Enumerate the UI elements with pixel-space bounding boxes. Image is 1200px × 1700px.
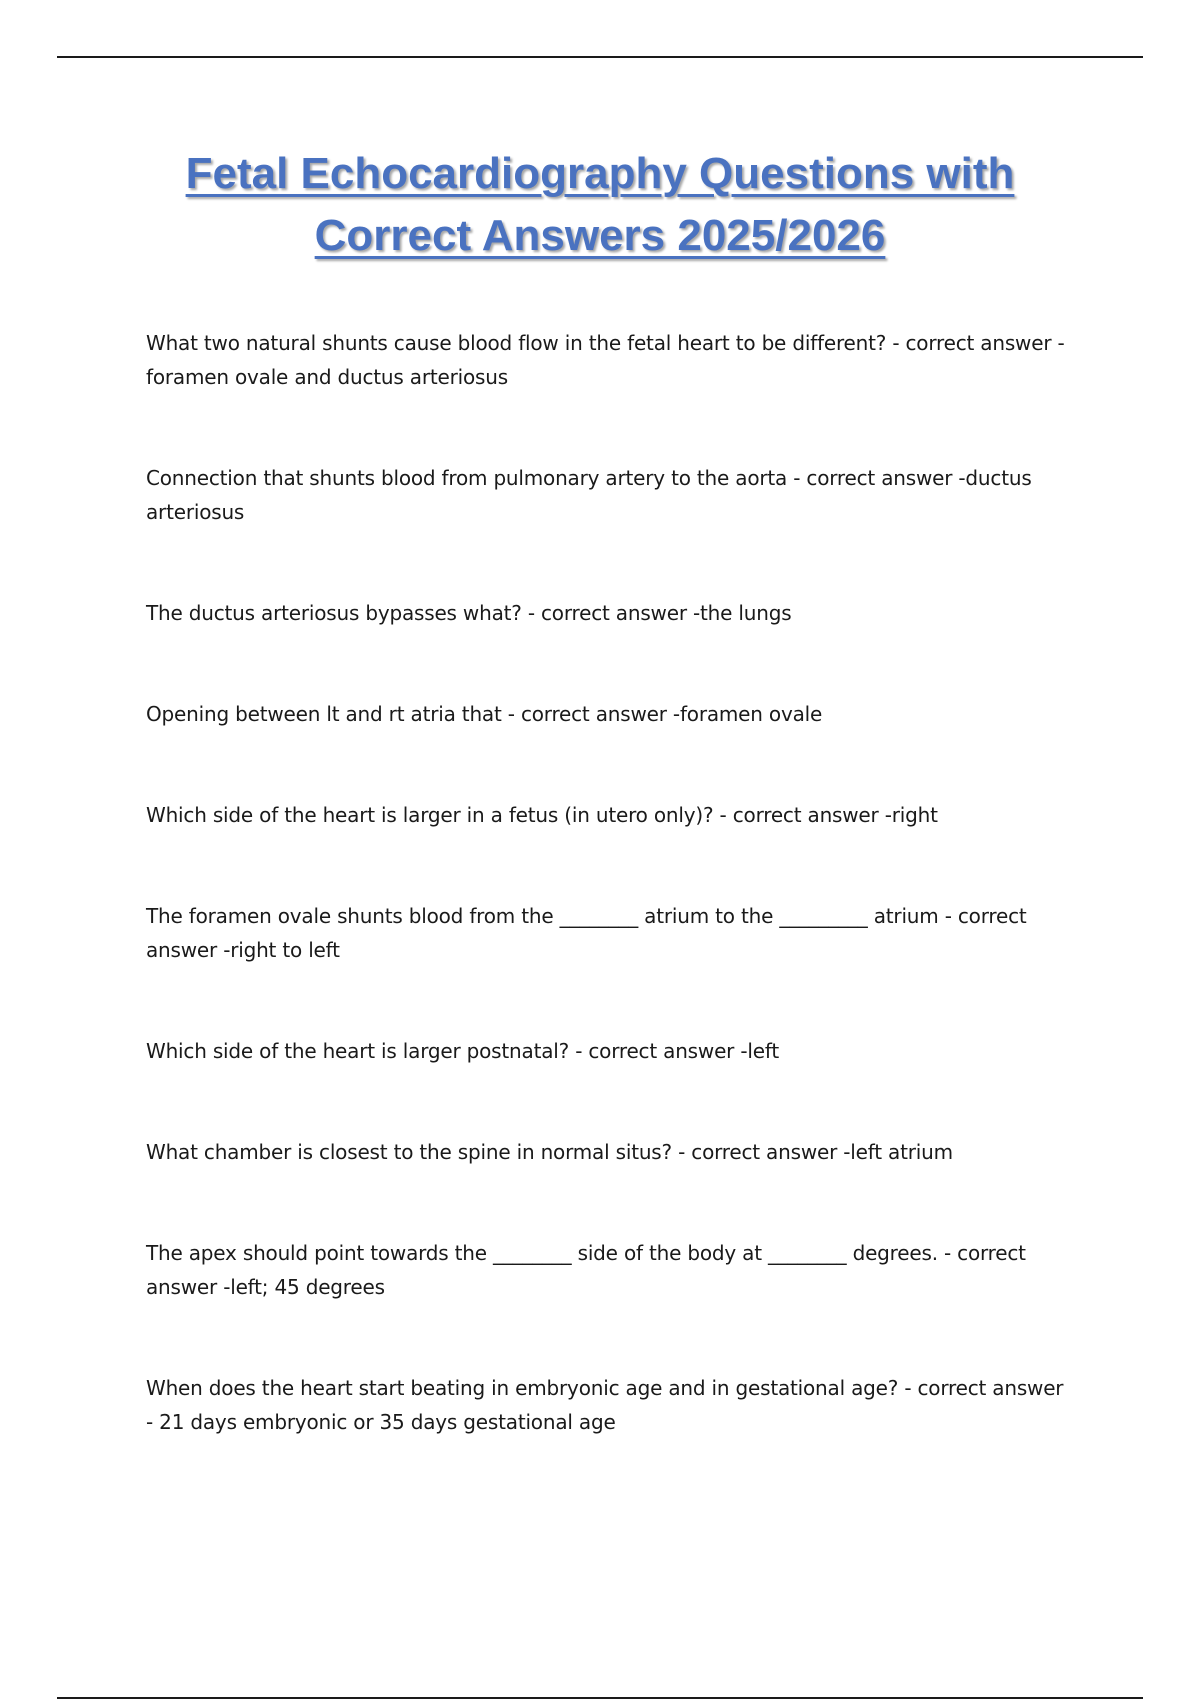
qa-item: Which side of the heart is larger postnatal? - correct answer -left [146, 1039, 779, 1063]
top-divider [57, 56, 1143, 58]
title-line-2: Correct Answers 2025/2026 [314, 211, 886, 260]
qa-list [146, 326, 1076, 1506]
qa-item: What two natural shunts cause blood flow in the fetal heart to be different? - correct answer - foramen ovale and ductus arteriosus [146, 331, 1065, 389]
qa-item: Opening between lt and rt atria that - correct answer -foramen ovale [146, 702, 823, 726]
qa-item: The ductus arteriosus bypasses what? - correct answer -the lungs [146, 601, 792, 625]
qa-item: When does the heart start beating in embryonic age and in gestational age? - correct answer - 21 days embryonic or 35 days gestational age [146, 1376, 1064, 1434]
qa-item: The foramen ovale shunts blood from the ________ atrium to the _________ atrium - correct answer -right to left [146, 904, 1027, 962]
qa-item: The apex should point towards the ________ side of the body at ________ degrees. - correct answer -left; 45 degrees [146, 1241, 1026, 1299]
qa-item: What chamber is closest to the spine in normal situs? - correct answer -left atrium [146, 1140, 953, 1164]
qa-item: Connection that shunts blood from pulmonary artery to the aorta - correct answer -ductus arteriosus [146, 466, 1032, 524]
title-line-1: Fetal Echocardiography Questions with [185, 149, 1015, 198]
bottom-divider [57, 1697, 1143, 1699]
document-title [60, 143, 1140, 267]
qa-item: Which side of the heart is larger in a fetus (in utero only)? - correct answer -right [146, 803, 938, 827]
